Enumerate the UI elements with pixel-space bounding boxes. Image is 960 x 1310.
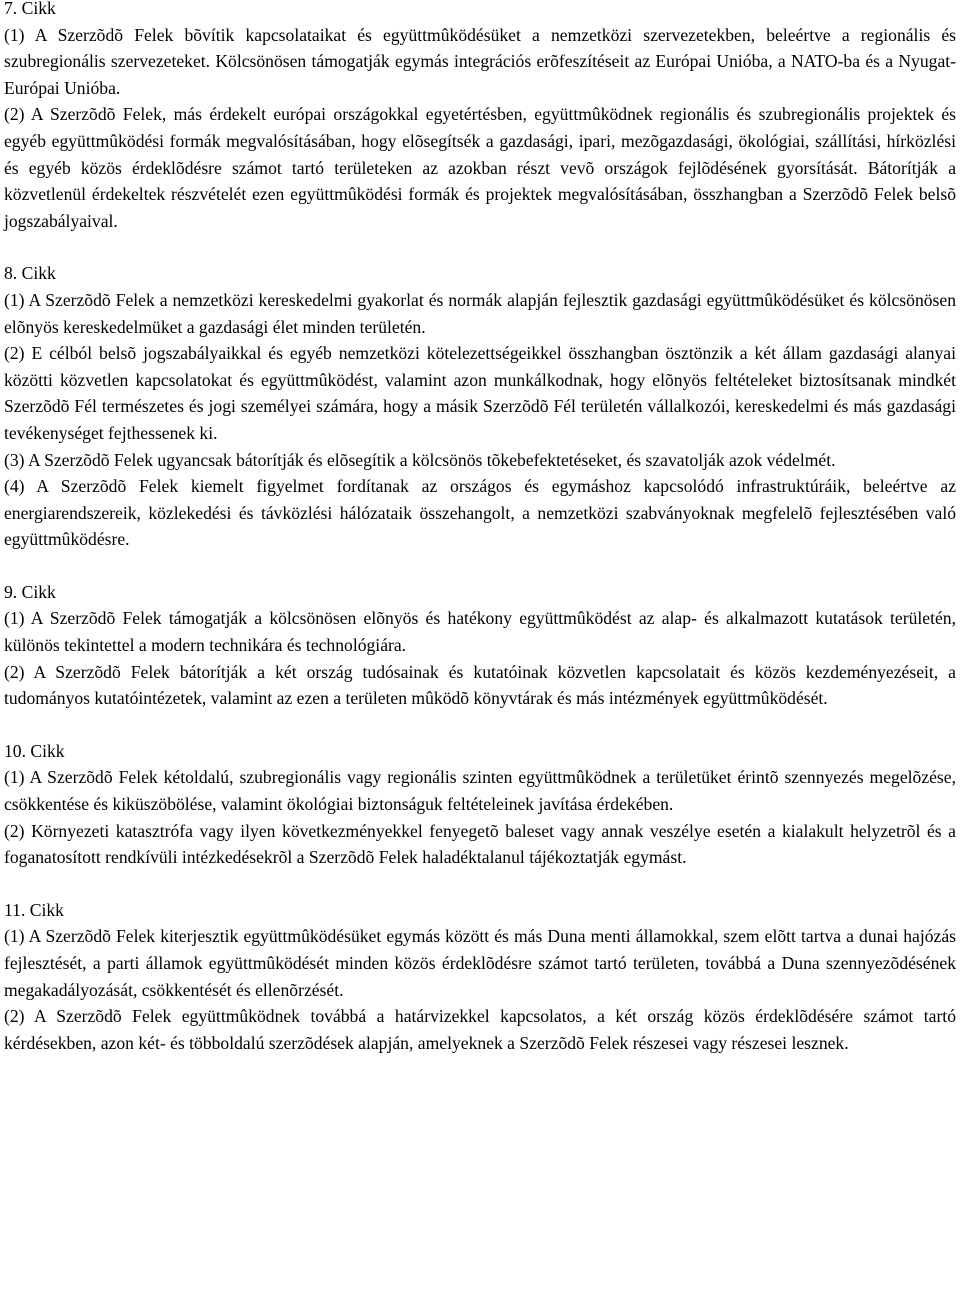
article-paragraph: (1) A Szerzõdõ Felek kiterjesztik együttmûködésüket egymás között és más Duna menti államokkal, szem elõtt tartva a dunai hajózás fejlesztését, a parti államok együttmûködését minden közös érdeklõdésre számot tartó területen, továbbá a Duna szennyezõdésének megakadályozását, csökkentését és ellenõrzését. [4,926,956,1000]
article-heading: 11. Cikk [4,899,64,920]
article-paragraph: (2) A Szerzõdõ Felek bátorítják a két ország tudósainak és kutatóinak közvetlen kapcsolatait és közös kezdeményezéseit, a tudományos kutatóintézetek, valamint az ezen a területen mûködõ könyvtárak és más intézmények együttmûködését. [4,661,956,709]
article-heading: 10. Cikk [4,740,65,761]
article-heading: 7. Cikk [4,0,56,18]
article-10 [4,738,956,871]
article-paragraph: (1) A Szerzõdõ Felek a nemzetközi kereskedelmi gyakorlat és normák alapján fejlesztik gazdasági együttmûködésüket és kölcsönösen elõnyös kereskedelmüket a gazdasági élet minden területén. [4,289,956,337]
article-paragraph: (2) A Szerzõdõ Felek, más érdekelt európai országokkal egyetértésben, együttmûködnek regionális és szubregionális projektek és egyéb együttmûködési formák megvalósításában, hogy elõsegítsék a gazdasági, ipari, mezõgazdasági, ökológiai, szállítási, hírközlési és egyéb közös érdeklõdésre számot tartó területeken az azokban részt vevõ országok fejlõdésének gyorsítását. Bátorítják a közvetlenül érdekeltek részvételét ezen együttmûködési formák és projektek megvalósításában, összhangban a Szerzõdõ Felek belsõ jogszabályaival. [4,104,956,231]
article-paragraph: (4) A Szerzõdõ Felek kiemelt figyelmet fordítanak az országos és egymáshoz kapcsolódó infrastruktúráik, beleértve az energiarendszereik, közlekedési és távközlési hálózataik összehangolt, a nemzetközi szabványoknak megfelelõ fejlesztésében való együttmûködésre. [4,476,956,550]
article-paragraph: (3) A Szerzõdõ Felek ugyancsak bátorítják és elõsegítik a kölcsönös tõkebefektetéseket, és szavatolják azok védelmét. [4,449,836,470]
article-paragraph: (1) A Szerzõdõ Felek támogatják a kölcsönösen elõnyös és hatékony együttmûködést az alap- és alkalmazott kutatások területén, különös tekintettel a modern technikára és technológiára. [4,608,956,656]
article-heading: 9. Cikk [4,581,56,602]
article-paragraph: (1) A Szerzõdõ Felek bõvítik kapcsolataikat és együttmûködésüket a nemzetközi szervezetekben, beleértve a regionális és szubregionális szervezeteket. Kölcsönösen támogatják egymás integrációs erõfeszítéseit az Európai Unióba, a NATO-ba és a Nyugat-Európai Unióba. [4,24,956,98]
article-heading: 8. Cikk [4,263,56,284]
article-9 [4,579,956,712]
article-11 [4,897,956,1057]
article-8 [4,260,956,553]
article-paragraph: (2) A Szerzõdõ Felek együttmûködnek továbbá a határvizekkel kapcsolatos, a két ország közös érdeklõdésére számot tartó kérdésekben, azon két- és többoldalú szerzõdések alapján, amelyeknek a Szerzõdõ Felek részesei vagy részesei lesznek. [4,1006,956,1053]
article-paragraph: (2) Környezeti katasztrófa vagy ilyen következményekkel fenyegetõ baleset vagy annak veszélye esetén a kialakult helyzetrõl és a foganatosított rendkívüli intézkedésekrõl a Szerzõdõ Felek haladéktalanul tájékoztatják egymást. [4,820,956,868]
article-7 [4,0,956,234]
article-paragraph: (2) E célból belsõ jogszabályaikkal és egyéb nemzetközi kötelezettségeikkel összhangban ösztönzik a két állam gazdasági alanyai közötti közvetlen kapcsolatokat és együttmûködést, valamint azon munkálkodnak, hogy elõnyös feltételeket biztosítsanak mindkét Szerzõdõ Fél természetes és jogi személyei számára, hogy a másik Szerzõdõ Fél területén vállalkozói, kereskedelmi és más gazdasági tevékenységet fejthessenek ki. [4,343,956,443]
article-paragraph: (1) A Szerzõdõ Felek kétoldalú, szubregionális vagy regionális szinten együttmûködnek a területüket érintõ szennyezés megelõzése, csökkentése és kiküszöbölése, valamint ökológiai biztonságuk feltételeinek javítása érdekében. [4,767,956,815]
